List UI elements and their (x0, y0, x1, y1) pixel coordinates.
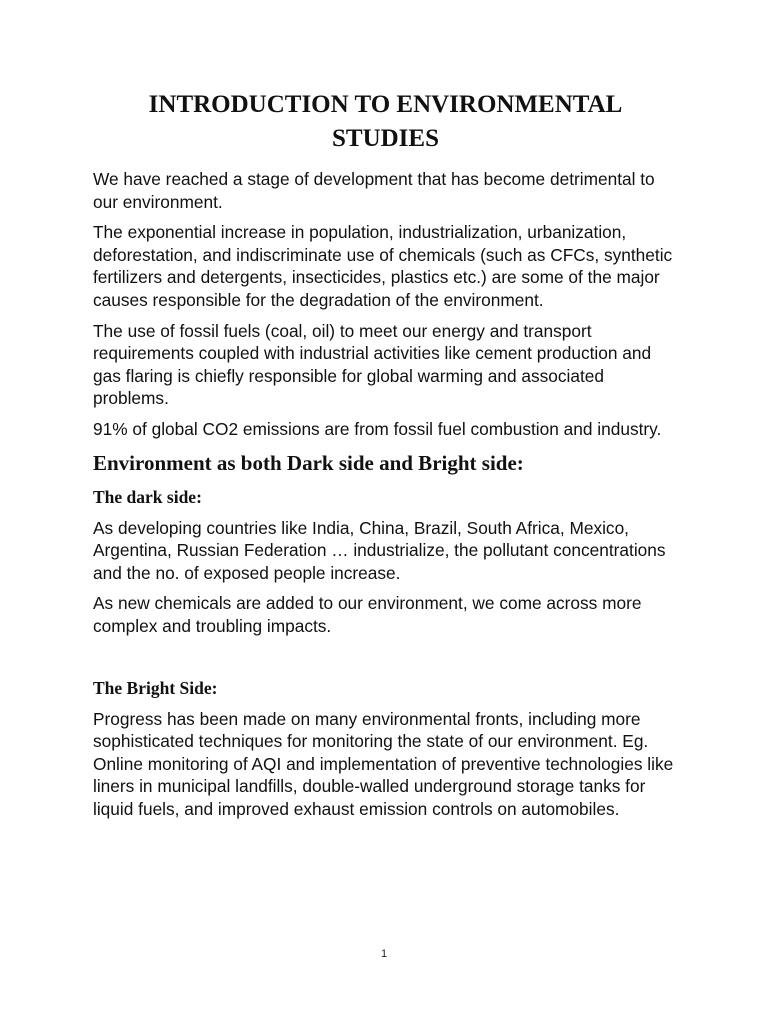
intro-paragraph-3: The use of fossil fuels (coal, oil) to meet our energy and transport requirements coupled with industrial activities like cement production and gas flaring is chiefly responsible for global warming and associated problems. (93, 320, 652, 409)
intro-paragraph-4: 91% of global CO2 emissions are from fossil fuel combustion and industry. (93, 418, 662, 439)
dark-side-paragraph-2: As new chemicals are added to our environment, we come across more complex and troubling impacts. (93, 593, 642, 636)
page-content (93, 88, 678, 828)
dark-side-paragraph-1: As developing countries like India, China, Brazil, South Africa, Mexico, Argentina, Russian Federation … industrialize, the pollutant concentrations and the no. of exposed people increase. (93, 517, 666, 583)
section-heading: Environment as both Dark side and Bright side: (93, 450, 524, 475)
page-title: INTRODUCTION TO ENVIRONMENTAL STUDIES (148, 91, 623, 152)
page-number: 1 (380, 948, 388, 960)
intro-paragraph-2: The exponential increase in population, industrialization, urbanization, deforestation, and indiscriminate use of chemicals (such as CFCs, synthetic fertilizers and detergents, insecticides, plastics etc.) are some of the major causes responsible for the degradation of the environment. (93, 222, 673, 310)
intro-paragraph-1: We have reached a stage of development that has become detrimental to our environment. (93, 169, 655, 212)
dark-side-heading: The dark side: (93, 486, 202, 507)
bright-side-heading: The Bright Side: (93, 677, 218, 698)
bright-side-paragraph-1: Progress has been made on many environmental fronts, including more sophisticated techniques for monitoring the state of our environment. Eg. Online monitoring of AQI and implementation of preventive technologies like liners in municipal landfills, double-walled underground storage tanks for liquid fuels, and improved exhaust emission controls on automobiles. (93, 708, 674, 819)
section-spacer (93, 646, 678, 676)
